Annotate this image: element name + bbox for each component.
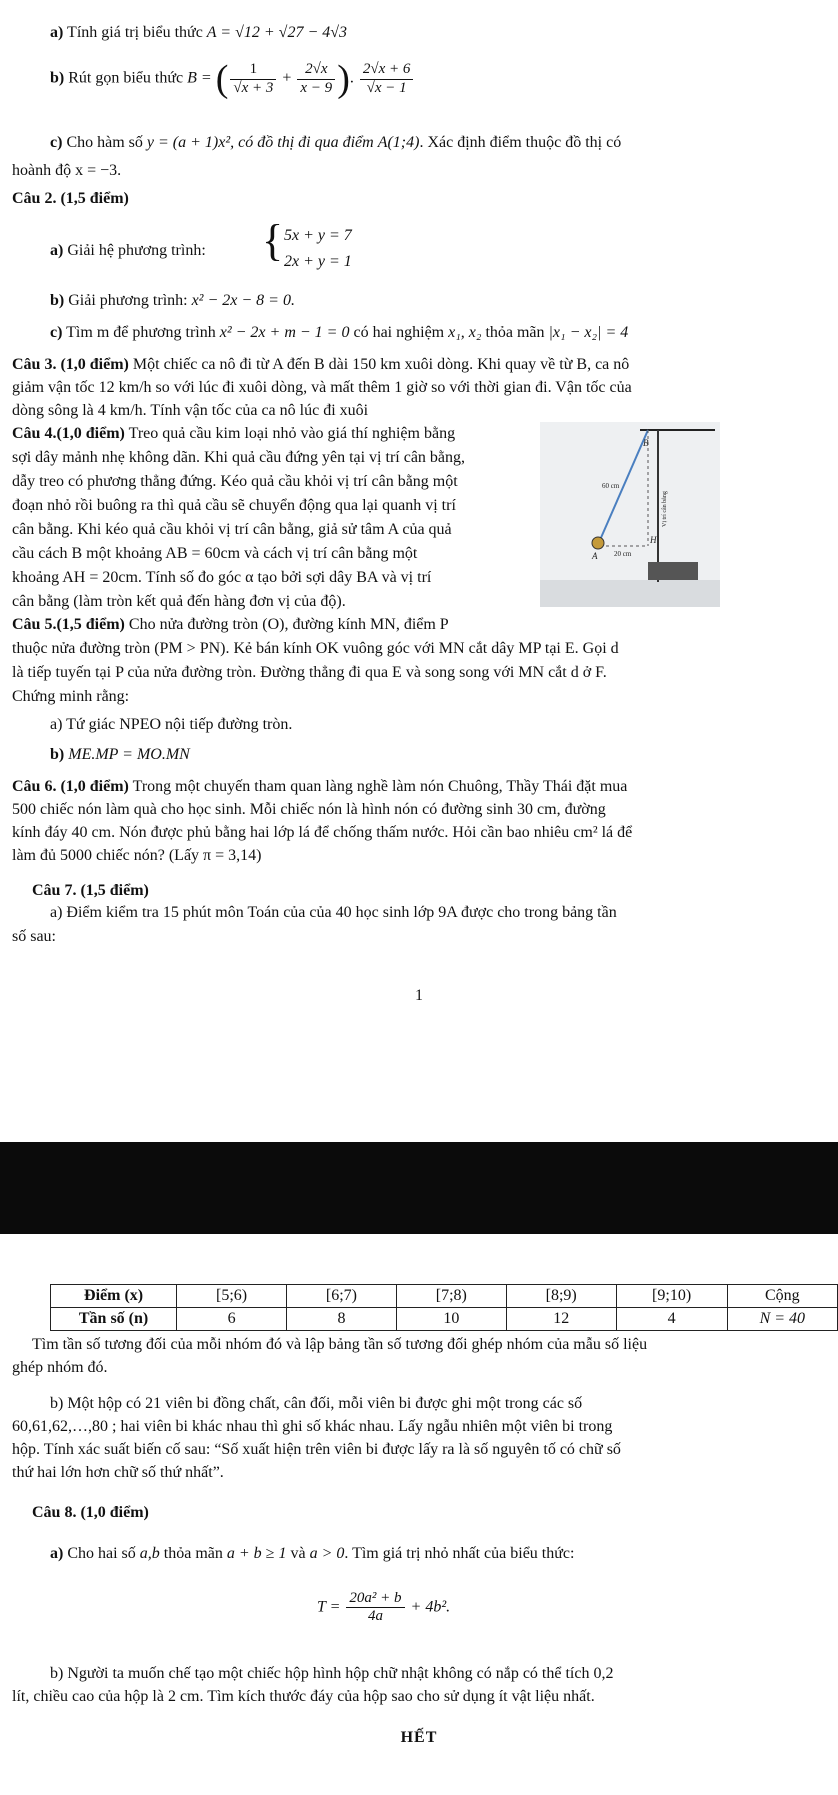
table-cell: N = 40: [727, 1308, 837, 1331]
q3-line1: Câu 3. (1,0 điểm) Một chiếc ca nô đi từ A đến B dài 150 km xuôi dòng. Khi quay về từ B, ca nô: [12, 356, 630, 373]
q1c-line2: hoành độ x = −3.: [12, 162, 122, 179]
q4-line4: đoạn nhỏ rồi buông ra thì quả cầu sẽ chuyển động qua lại quanh vị trí: [12, 497, 456, 514]
q4-line3: dẫy treo có phương thẳng đứng. Kéo quả cầu khỏi vị trí cân bằng một: [12, 473, 458, 490]
q4-line6: cầu cách B một khoảng AB = 60cm và cách vị trí cân bằng một: [12, 545, 418, 562]
q4-line8: cân bằng (làm tròn kết quả đến hàng đơn vị của độ).: [12, 593, 346, 610]
q7a-line2: số sau:: [12, 928, 56, 945]
q3-line3: dòng sông là 4 km/h. Tính vận tốc của ca nô lúc đi xuôi: [12, 402, 369, 419]
table-cell: Điểm (x): [51, 1285, 177, 1308]
q7b-line3: hộp. Tính xác suất biến cố sau: “Số xuất hiện trên viên bi được lấy ra là số nguyên tố có chữ số: [12, 1441, 621, 1458]
fig-label-20: 20 cm: [614, 550, 632, 558]
q7-after-line1: Tìm tần số tương đối của mỗi nhóm đó và lập bảng tần số tương đối ghép nhóm của mẫu số liệu: [32, 1336, 648, 1353]
q1a: a) Tính giá trị biểu thức A = √12 + √27 − 4√3: [50, 24, 348, 41]
q7b-line1: b) Một hộp có 21 viên bi đồng chất, cân đối, mỗi viên bi được ghi một trong các số: [50, 1395, 583, 1412]
table-cell: [8;9): [506, 1285, 616, 1308]
table-cell: 4: [616, 1308, 727, 1331]
table-cell: 8: [287, 1308, 397, 1331]
q1b: b) Rút gọn biểu thức B = ( $\frac{1}{√x + 3}$ + $\frac{2√x}{x - 9}$ ). $\frac{2√x + 6}{√x - 1}$: [50, 60, 415, 98]
q5a: a) Tứ giác NPEO nội tiếp đường tròn.: [50, 716, 293, 733]
q2b: b) Giải phương trình: x² − 2x − 8 = 0.: [50, 292, 295, 309]
table-cell: 12: [506, 1308, 616, 1331]
table-row: [51, 1308, 838, 1331]
q8a: a) Cho hai số a,b thỏa mãn a + b ≥ 1 và a > 0. Tìm giá trị nhỏ nhất của biểu thức:: [50, 1545, 575, 1562]
q8b-line2: lít, chiều cao của hộp là 2 cm. Tìm kích thước đáy của hộp sao cho sử dụng ít vật liệu nhất.: [12, 1688, 595, 1705]
q6-line4: làm đủ 5000 chiếc nón? (Lấy π = 3,14): [12, 847, 262, 864]
table-cell: 10: [396, 1308, 506, 1331]
q6-line1: Câu 6. (1,0 điểm) Trong một chuyến tham quan làng nghề làm nón Chuông, Thầy Thái đặt mua: [12, 778, 628, 795]
q5-line4: Chứng minh rằng:: [12, 688, 130, 705]
q3-line2: giảm vận tốc 12 km/h so với lúc đi xuôi dòng, và mất thêm 1 giờ so với thời gian đi. Vận tốc của: [12, 379, 632, 396]
q5b: b) ME.MP = MO.MN: [50, 746, 190, 763]
q2-eq1: 5x + y = 7: [284, 227, 352, 244]
fig-label-H: H: [650, 535, 657, 545]
system-brace: {: [262, 216, 284, 265]
q4-line7: khoảng AH = 20cm. Tính số đo góc α tạo bởi sợi dây BA và vị trí: [12, 569, 432, 586]
frequency-table: [50, 1284, 838, 1331]
q8-T-expression: T = $\frac{\text{20a² + b}}{4a}$ + 4b².: [317, 1590, 451, 1625]
q7b-line4: thứ hai lớn hơn chữ số thứ nhất”.: [12, 1464, 224, 1481]
q5-line1: Câu 5.(1,5 điểm) Cho nửa đường tròn (O), đường kính MN, điểm P: [12, 616, 449, 633]
table-row: [51, 1285, 838, 1308]
fig-label-A: A: [592, 551, 598, 561]
q7-after-line2: ghép nhóm đó.: [12, 1359, 108, 1376]
q4-line2: sợi dây mảnh nhẹ không dãn. Khi quả cầu đứng yên tại vị trí cân bằng,: [12, 449, 466, 466]
table-cell: Cộng: [727, 1285, 837, 1308]
q4-line5: cân bằng. Khi kéo quả cầu khỏi vị trí cân bằng, giả sử tâm A của quả: [12, 521, 452, 538]
q1c: c) Cho hàm số y = (a + 1)x², có đồ thị đi qua điểm A(1;4). Xác định điểm thuộc đồ thị có: [50, 134, 622, 151]
q8-title: Câu 8. (1,0 điểm): [32, 1504, 149, 1521]
q7a-line1: a) Điểm kiểm tra 15 phút môn Toán của của 40 học sinh lớp 9A được cho trong bảng tần: [50, 904, 617, 921]
q2-eq2: 2x + y = 1: [284, 253, 352, 270]
page-break-band: [0, 1142, 838, 1234]
q7-title: Câu 7. (1,5 điểm): [32, 882, 149, 899]
end-marker: HẾT: [400, 1729, 438, 1746]
table-cell: Tần số (n): [51, 1308, 177, 1331]
q2c: c) Tìm m để phương trình x² − 2x + m − 1 = 0 có hai nghiệm x₁, x₂ thỏa mãn |x₁ − x₂| = 4: [50, 324, 629, 341]
q6-line2: 500 chiếc nón làm quà cho học sinh. Mỗi chiếc nón là hình nón có đường sinh 30 cm, đường: [12, 801, 606, 818]
table-cell: [5;6): [177, 1285, 287, 1308]
fig-label-vt: Vị trí cân bằng: [662, 491, 668, 527]
page-number: 1: [415, 987, 423, 1004]
table-cell: [7;8): [396, 1285, 506, 1308]
q6-line3: kính đáy 40 cm. Nón được phủ bằng hai lớp lá để chống thấm nước. Hỏi cần bao nhiêu cm² lá để: [12, 824, 633, 841]
fig-label-60: 60 cm: [602, 482, 620, 490]
table-cell: 6: [177, 1308, 287, 1331]
table-cell: [6;7): [287, 1285, 397, 1308]
fig-label-B: B: [643, 438, 649, 448]
q8b-line1: b) Người ta muốn chế tạo một chiếc hộp hình hộp chữ nhật không có nắp có thể tích 0,2: [50, 1665, 614, 1682]
q2a: a) Giải hệ phương trình:: [50, 242, 206, 259]
q4-line1: Câu 4.(1,0 điểm) Treo quả cầu kim loại nhỏ vào giá thí nghiệm bằng: [12, 425, 456, 442]
q7b-line2: 60,61,62,…,80 ; hai viên bi khác nhau thì ghi số khác nhau. Lấy ngẫu nhiên một viên bi trong: [12, 1418, 613, 1435]
pendulum-figure: [540, 422, 720, 607]
q5-line2: thuộc nửa đường tròn (PM > PN). Kẻ bán kính OK vuông góc với MN cắt dây MP tại E. Gọi d: [12, 640, 619, 657]
q5-line3: là tiếp tuyến tại P của nửa đường tròn. Đường thẳng đi qua E và song song với MN cắt d ở F.: [12, 664, 607, 681]
table-cell: [9;10): [616, 1285, 727, 1308]
q2-title: Câu 2. (1,5 điểm): [12, 190, 129, 207]
